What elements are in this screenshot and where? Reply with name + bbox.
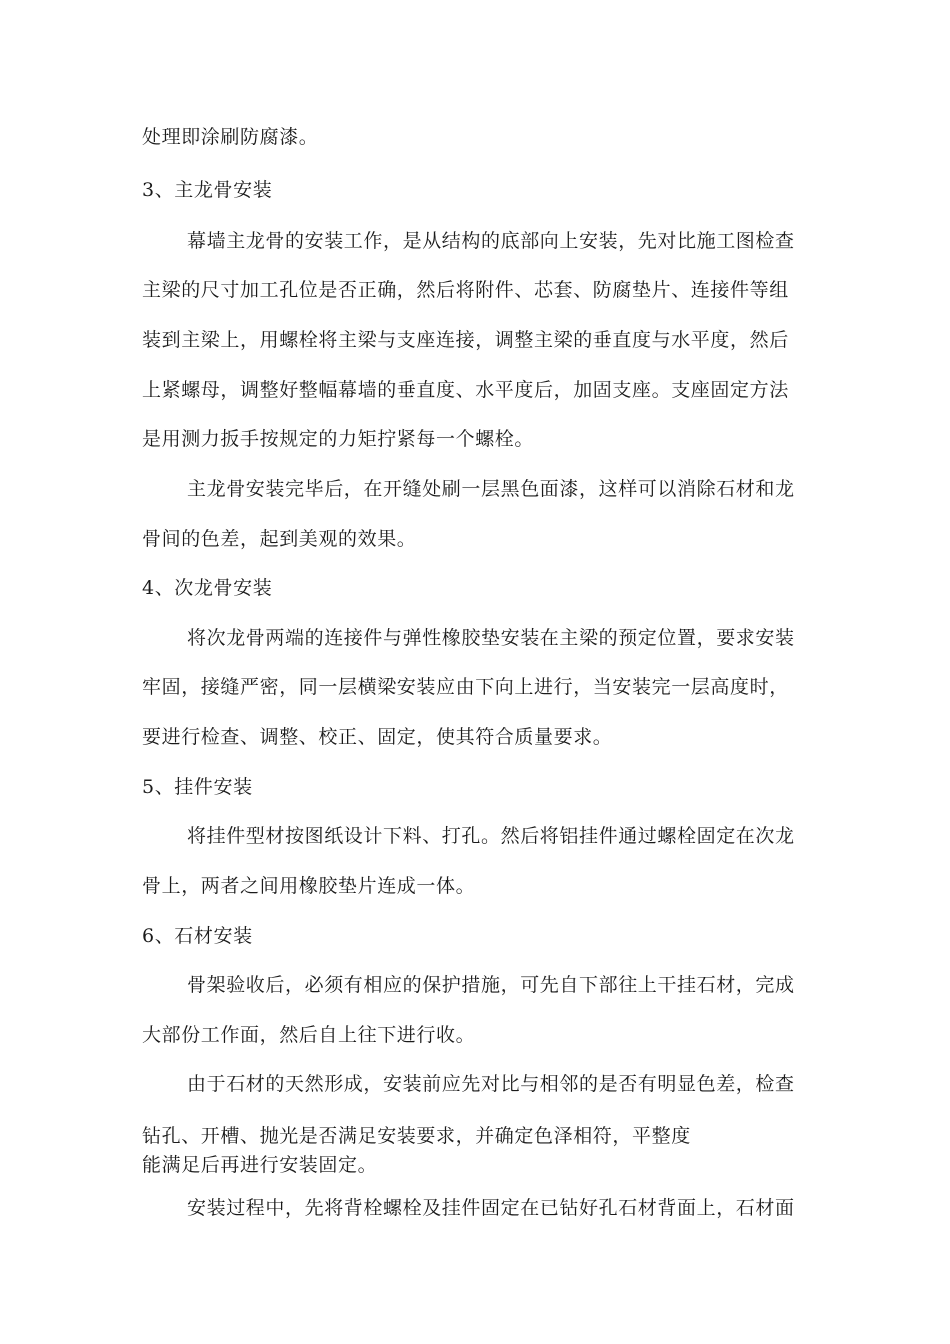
text-line: 由于石材的天然形成，安装前应先对比与相邻的是否有明显色差，检查 bbox=[187, 1073, 795, 1095]
text-line: 装到主梁上，用螺栓将主梁与支座连接，调整主梁的垂直度与水平度，然后 bbox=[142, 329, 789, 351]
text-line: 将挂件型材按图纸设计下料、打孔。然后将铝挂件通过螺栓固定在次龙 bbox=[187, 825, 795, 847]
text-line: 钻孔、开槽、抛光是否满足安装要求，并确定色泽相符，平整度 bbox=[142, 1125, 691, 1147]
section-heading-6: 6、石材安装 bbox=[142, 925, 253, 947]
section-heading-4: 4、次龙骨安装 bbox=[142, 577, 273, 599]
text-line: 主龙骨安装完毕后，在开缝处刷一层黑色面漆，这样可以消除石材和龙 bbox=[187, 478, 795, 500]
text-line: 要进行检查、调整、校正、固定，使其符合质量要求。 bbox=[142, 726, 613, 748]
text-line: 是用测力扳手按规定的力矩拧紧每一个螺栓。 bbox=[142, 428, 535, 450]
text-line: 将次龙骨两端的连接件与弹性橡胶垫安装在主梁的预定位置，要求安装 bbox=[187, 627, 795, 649]
text-line: 幕墙主龙骨的安装工作，是从结构的底部向上安装，先对比施工图检查 bbox=[187, 230, 795, 252]
text-line: 骨架验收后，必须有相应的保护措施，可先自下部往上干挂石材，完成 bbox=[187, 974, 795, 996]
text-line: 能满足后再进行安装固定。 bbox=[142, 1154, 378, 1176]
text-line: 骨上，两者之间用橡胶垫片连成一体。 bbox=[142, 875, 476, 897]
text-line: 处理即涂刷防腐漆。 bbox=[142, 126, 319, 148]
text-line: 上紧螺母，调整好整幅幕墙的垂直度、水平度后，加固支座。支座固定方法 bbox=[142, 379, 789, 401]
text-line: 主梁的尺寸加工孔位是否正确，然后将附件、芯套、防腐垫片、连接件等组 bbox=[142, 279, 789, 301]
text-line: 安装过程中，先将背栓螺栓及挂件固定在已钻好孔石材背面上，石材面 bbox=[187, 1197, 795, 1219]
text-line: 大部份工作面，然后自上往下进行收。 bbox=[142, 1024, 476, 1046]
text-line: 牢固，接缝严密，同一层横梁安装应由下向上进行，当安装完一层高度时， bbox=[142, 676, 789, 698]
section-heading-5: 5、挂件安装 bbox=[142, 776, 253, 798]
section-heading-3: 3、主龙骨安装 bbox=[142, 179, 273, 201]
text-line: 骨间的色差，起到美观的效果。 bbox=[142, 528, 417, 550]
